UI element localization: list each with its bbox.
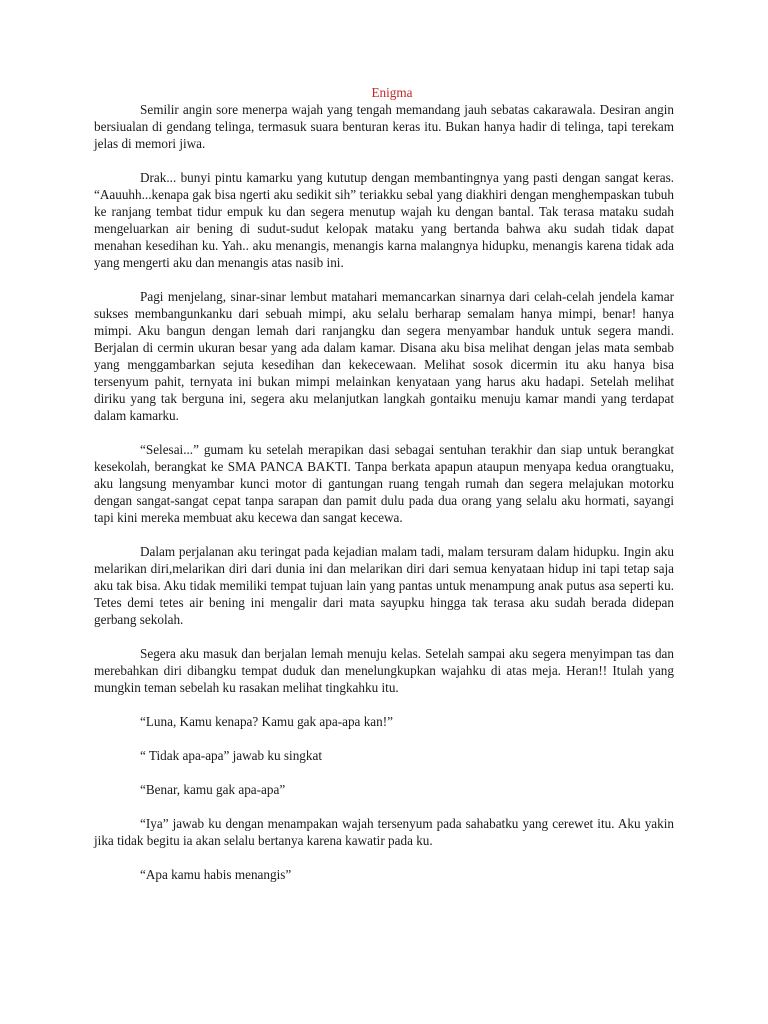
dialog-line: “Apa kamu habis menangis” bbox=[140, 867, 292, 882]
paragraph: Dalam perjalanan aku teringat pada kejadian malam tadi, malam tersuram dalam hidupku. Ingin aku melarikan diri,melarikan diri dari dunia ini dan melarikan diri dari semua kenyataan hidup ini tapi tetap saja aku tak bisa. Aku tidak memiliki tempat tujuan lain yang pantas untuk menampung anak putus asa seperti ku. Tetes demi tetes air bening ini mengalir dari mata sayupku hingga tak terasa aku sudah berada didepan gerbang sekolah. bbox=[94, 544, 674, 627]
paragraph: Segera aku masuk dan berjalan lemah menuju kelas. Setelah sampai aku segera menyimpan tas dan merebahkan diri dibangku tempat duduk dan menelungkupkan wajahku di atas meja. Heran!! Itulah yang mungkin teman sebelah ku rasakan melihat tingkahku itu. bbox=[94, 646, 674, 695]
paragraph: Drak... bunyi pintu kamarku yang kututup dengan membantingnya yang pasti dengan sangat keras. “Aauuhh...kenapa gak bisa ngerti aku sedikit sih” teriakku sebal yang diakhiri dengan menghempaskan tubuh ke ranjang tembat tidur empuk ku dan segera menutup wajah ku dengan bantal. Tak terasa mataku sudah mengeluarkan air bening di sudut-sudut kelopak mataku yang bertanda bahwa aku sudah tidak dapat menahan kesedihan ku. Yah.. aku menangis, menangis karna malangnya hidupku, menangis karena tidak ada yang mengerti aku dan menangis atas nasib ini. bbox=[94, 170, 674, 270]
paragraph: Semilir angin sore menerpa wajah yang tengah memandang jauh sebatas cakarawala. Desiran angin bersiualan di gendang telinga, termasuk suara benturan keras itu. Bukan hanya hadir di telinga, tapi terekam jelas di memori jiwa. bbox=[94, 102, 674, 151]
dialog-line: “ Tidak apa-apa” jawab ku singkat bbox=[140, 748, 323, 763]
document-title: Enigma bbox=[371, 85, 413, 100]
paragraph: Pagi menjelang, sinar-sinar lembut matahari memancarkan sinarnya dari celah-celah jendela kamar sukses membangunkanku dari sebuah mimpi, aku selalu berharap semalam hanya mimpi, benar! hanya mimpi. Aku bangun dengan lemah dari ranjangku dan segera menyambar handuk untuk segera mandi. Berjalan di cermin ukuran besar yang ada dalam kamar. Disana aku bisa melihat dengan jelas mata sembab yang menggambarkan sejuta kesedihan dan kekecewaan. Melihat sosok dicermin itu aku hanya bisa tersenyum pahit, ternyata ini bukan mimpi melainkan kenyataan yang harus aku hadapi. Setelah melihat diriku yang tak berguna ini, segera aku melanjutkan langkah gontaiku menuju kamar mandi yang terdapat dalam kamarku. bbox=[94, 289, 674, 423]
dialog-line: “Benar, kamu gak apa-apa” bbox=[140, 782, 286, 797]
document-page bbox=[94, 84, 674, 900]
dialog-paragraph: “Iya” jawab ku dengan menampakan wajah tersenyum pada sahabatku yang cerewet itu. Aku yakin jika tidak begitu ia akan selalu bertanya karena kawatir pada ku. bbox=[94, 816, 674, 848]
paragraph: “Selesai...” gumam ku setelah merapikan dasi sebagai sentuhan terakhir dan siap untuk berangkat kesekolah, berangkat ke SMA PANCA BAKTI. Tanpa berkata apapun ataupun menyapa kedua orangtuaku, aku langsung menyambar kunci motor di gantungan ruang tengah rumah dan segera melajukan motorku dengan sangat-sangat cepat tanpa sarapan dan pamit dulu pada dua orang yang selalu aku hormati, sayangi tapi kini mereka membuat aku kecewa dan sangat kecewa. bbox=[94, 442, 674, 525]
dialog-line: “Luna, Kamu kenapa? Kamu gak apa-apa kan!” bbox=[140, 714, 393, 729]
